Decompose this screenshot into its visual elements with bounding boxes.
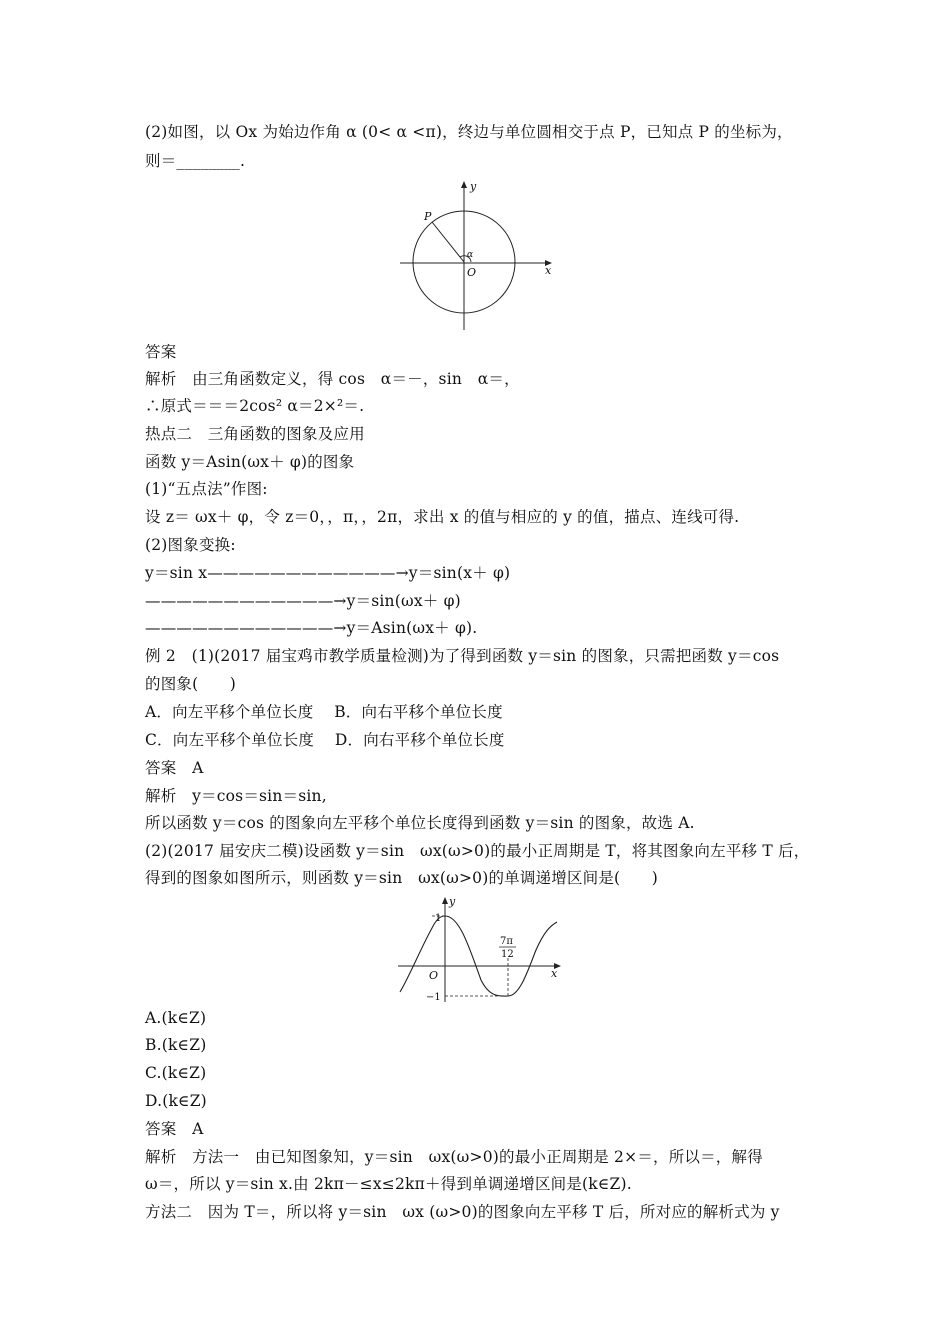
text-line: 答案 A bbox=[145, 759, 204, 777]
text-line: ∴原式＝＝＝2cos² α＝2×²＝. bbox=[145, 397, 365, 415]
text-line: 得到的图象如图所示，则函数 y＝sin ωx(ω>0)的单调递增区间是( ) bbox=[145, 869, 658, 887]
text-line: 则＝________. bbox=[145, 152, 246, 170]
text-line: 解析 方法一 由已知图象知，y＝sin ωx(ω>0)的最小正周期是 2×＝，所以＝，解得 bbox=[145, 1148, 763, 1166]
sine-curve bbox=[400, 916, 557, 996]
text-line: (2)如图，以 Ox 为始边作角 α (0< α <π)，终边与单位圆相交于点 P，已知点 P 的坐标为， bbox=[145, 123, 793, 141]
option-line: D.(k∈Z) bbox=[145, 1092, 207, 1110]
text-line: 设 z＝ ωx＋ φ，令 z＝0，，π，，2π，求出 x 的值与相应的 y 的值，描点、连线可得. bbox=[145, 508, 740, 526]
text-line: 所以函数 y＝cos 的图象向左平移个单位长度得到函数 y＝sin 的图象，故选 A. bbox=[145, 814, 695, 832]
option-line: C.(k∈Z) bbox=[145, 1064, 207, 1082]
origin-label: O bbox=[429, 969, 439, 982]
text-line: 函数 y＝Asin(ωx＋ φ)的图象 bbox=[145, 453, 355, 471]
transform-line: ————————————→y＝Asin(ωx＋ φ). bbox=[145, 619, 478, 637]
unit-circle-figure bbox=[395, 176, 560, 334]
min-value-label: −1 bbox=[426, 992, 441, 1003]
max-value-label: 1 bbox=[435, 913, 442, 924]
y-axis-arrow bbox=[442, 897, 448, 904]
option-line: A．向左平移个单位长度 B．向右平移个单位长度 bbox=[145, 703, 503, 721]
angle-label: α bbox=[467, 250, 474, 260]
sine-graph-figure bbox=[393, 892, 568, 1005]
text-line: (2)图象变换: bbox=[145, 536, 236, 554]
y-axis-label: y bbox=[449, 895, 456, 908]
terminal-side bbox=[432, 222, 464, 262]
option-line: C．向左平移个单位长度 D．向右平移个单位长度 bbox=[145, 731, 505, 749]
option-line: A.(k∈Z) bbox=[145, 1009, 207, 1027]
text-line: 答案 bbox=[145, 343, 177, 361]
text-line: (1)“五点法”作图: bbox=[145, 480, 268, 498]
text-line: 答案 A bbox=[145, 1120, 204, 1138]
text-line: ω＝，所以 y＝sin x.由 2kπ－≤x≤2kπ＋得到单调递增区间是(k∈Z). bbox=[145, 1175, 632, 1193]
x-axis-label: x bbox=[545, 264, 552, 277]
point-label: P bbox=[424, 210, 432, 223]
y-axis-arrow bbox=[461, 181, 467, 188]
text-line: (2)(2017 届安庆二模)设函数 y＝sin ωx(ω>0)的最小正周期是 T，将其图象向左平移 T 后， bbox=[145, 842, 810, 860]
text-line: 解析 y＝cos＝sin＝sin, bbox=[145, 787, 327, 805]
y-axis-label: y bbox=[470, 180, 477, 193]
text-line: 方法二 因为 T＝，所以将 y＝sin ωx (ω>0)的图象向左平移 T 后，所对应的解析式为 y bbox=[145, 1203, 780, 1221]
fraction-denominator: 12 bbox=[501, 949, 514, 960]
text-line: 的图象( ) bbox=[145, 675, 236, 693]
text-line: 例 2 (1)(2017 届宝鸡市教学质量检测)为了得到函数 y＝sin 的图象，只需把函数 y＝cos bbox=[145, 647, 780, 665]
option-line: B.(k∈Z) bbox=[145, 1036, 207, 1054]
transform-line: ————————————→y＝sin(ωx＋ φ) bbox=[145, 592, 461, 610]
x-axis-label: x bbox=[551, 967, 558, 980]
fraction-numerator: 7π bbox=[500, 936, 513, 947]
section-heading: 热点二 三角函数的图象及应用 bbox=[145, 425, 365, 443]
transform-line: y＝sin x————————————→y＝sin(x＋ φ) bbox=[145, 564, 511, 582]
text-line: 解析 由三角函数定义，得 cos α＝－，sin α＝， bbox=[145, 370, 520, 388]
origin-label: O bbox=[467, 266, 477, 279]
